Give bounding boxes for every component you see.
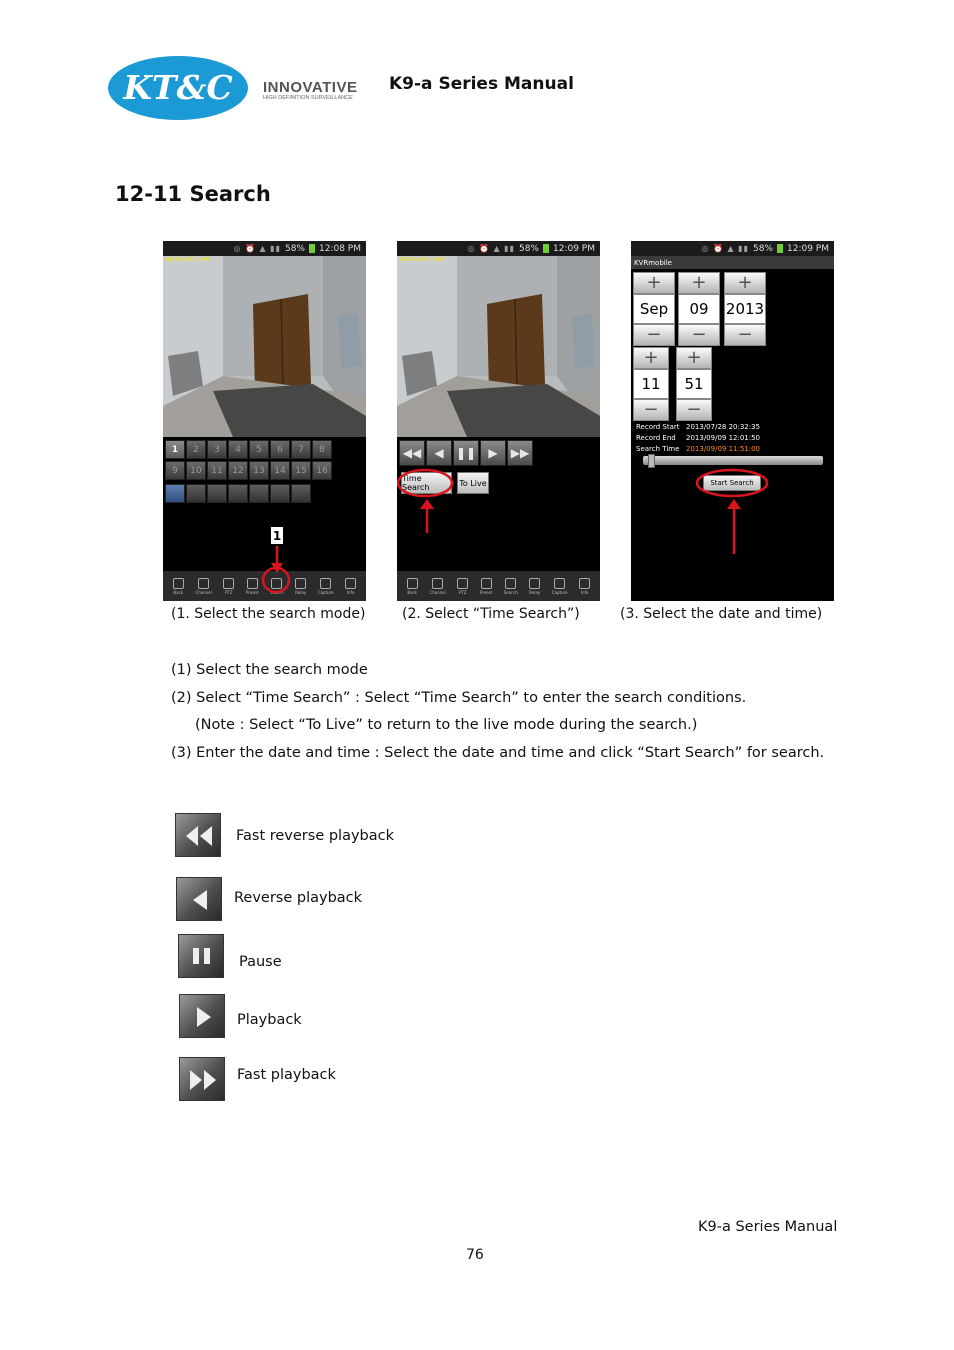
channel-button[interactable]: 7 (291, 440, 311, 459)
document-header-title: K9-a Series Manual (389, 74, 574, 94)
record-end-value: 2013/09/09 12:01:50 (686, 434, 761, 442)
info-icon (579, 578, 590, 589)
nav-item-label: Channel (429, 589, 446, 595)
channel-button[interactable]: 3 (207, 440, 227, 459)
bottom-navigation-bar (397, 571, 600, 601)
caption-step-2: (2. Select “Time Search”) (402, 606, 580, 622)
layout-button[interactable] (165, 484, 185, 503)
camera-view (163, 256, 366, 437)
channel-icon (432, 578, 443, 589)
channel-button[interactable]: 10 (186, 461, 206, 480)
nav-item-relay[interactable] (295, 578, 306, 595)
preset-icon (481, 578, 492, 589)
channel-button[interactable]: 15 (291, 461, 311, 480)
nav-item-label: Capture (551, 589, 568, 595)
camera-timestamp: 2013-09-09 12:04 (165, 257, 211, 263)
nav-item-label: Relay (529, 589, 541, 595)
back-icon (173, 578, 184, 589)
channel-button[interactable]: 11 (207, 461, 227, 480)
decrement-minute-button[interactable]: − (676, 399, 712, 421)
day-value[interactable]: 09 (678, 294, 720, 324)
channel-button[interactable]: 2 (186, 440, 206, 459)
battery-level: 58% (752, 243, 773, 254)
reverse-button[interactable]: ◀ (426, 440, 452, 466)
decrement-year-button[interactable]: − (724, 324, 766, 346)
increment-hour-button[interactable]: + (633, 347, 669, 369)
nav-item-ptz[interactable] (457, 578, 468, 595)
fast-forward-button[interactable]: ▶▶ (507, 440, 533, 466)
nav-item-label: PTZ (224, 589, 233, 595)
nav-item-relay[interactable] (529, 578, 540, 595)
search-time-label: Search Time (636, 445, 680, 453)
channel-button[interactable]: 16 (312, 461, 332, 480)
layout-button[interactable] (186, 484, 206, 503)
channel-icon (198, 578, 209, 589)
nav-item-label: Search (269, 589, 284, 595)
footer-title: K9-a Series Manual (698, 1219, 838, 1235)
reverse-icon (176, 877, 222, 921)
relay-icon (295, 578, 306, 589)
fast-reverse-button[interactable]: ◀◀ (399, 440, 425, 466)
hour-spinner (633, 347, 669, 421)
instruction-2: (2) Select “Time Search” : Select “Time Search” to enter the search conditions. (171, 690, 747, 706)
nav-item-label: Capture (317, 589, 334, 595)
channel-button[interactable]: 12 (228, 461, 248, 480)
minute-spinner (676, 347, 712, 421)
status-bar (397, 241, 600, 256)
battery-level: 58% (518, 243, 539, 254)
status-bar (631, 241, 834, 256)
nav-item-label: PTZ (458, 589, 467, 595)
nav-item-back[interactable] (173, 578, 184, 595)
layout-button[interactable] (228, 484, 248, 503)
nav-item-back[interactable] (407, 578, 418, 595)
nav-item-capture[interactable] (552, 578, 568, 595)
screenshot-select-search-mode (163, 241, 366, 601)
bottom-navigation-bar (163, 571, 366, 601)
status-icons: ◎ ⏰ ▲ ▮▮ (233, 244, 281, 253)
nav-item-capture[interactable] (318, 578, 334, 595)
instruction-note: (Note : Select “To Live” to return to the live mode during the search.) (195, 717, 698, 733)
svg-text:HIGH DEFINITION SURVEILLANCE: HIGH DEFINITION SURVEILLANCE (263, 95, 353, 101)
month-spinner (633, 272, 675, 346)
time-slider-track[interactable] (643, 456, 823, 465)
fast-reverse-icon (175, 813, 221, 857)
legend-label-fast-playback: Fast playback (237, 1067, 336, 1083)
clock: 12:08 PM (319, 243, 361, 254)
nav-item-search[interactable] (504, 578, 518, 595)
ptz-icon (457, 578, 468, 589)
legend-label-playback: Playback (237, 1012, 302, 1028)
nav-item-info[interactable] (579, 578, 590, 595)
pause-button[interactable]: ❚❚ (453, 440, 479, 466)
channel-button[interactable]: 8 (312, 440, 332, 459)
decrement-day-button[interactable]: − (678, 324, 720, 346)
channel-button[interactable]: 1 (165, 440, 185, 459)
channel-button[interactable]: 4 (228, 440, 248, 459)
legend-label-pause: Pause (239, 954, 282, 970)
nav-item-label: Back (407, 589, 418, 595)
nav-item-search[interactable] (270, 578, 284, 595)
step-marker: 1 (272, 528, 282, 543)
channel-button[interactable]: 6 (270, 440, 290, 459)
playback-controls (399, 440, 533, 466)
battery-icon (309, 244, 315, 253)
battery-level: 58% (284, 243, 305, 254)
camera-timestamp: 2013-09-09 12:04 (399, 257, 445, 263)
caption-step-1: (1. Select the search mode) (171, 606, 366, 622)
battery-icon (777, 244, 783, 253)
svg-text:INNOVATIVE: INNOVATIVE (263, 79, 358, 96)
nav-item-channel[interactable] (195, 578, 211, 595)
search-icon (505, 578, 516, 589)
caption-step-3: (3. Select the date and time) (620, 606, 823, 622)
minute-value[interactable]: 51 (676, 369, 712, 399)
nav-item-label: Search (503, 589, 518, 595)
pause-icon (178, 934, 224, 978)
nav-item-ptz[interactable] (223, 578, 234, 595)
nav-item-label: Preset (479, 589, 493, 595)
ptz-icon (223, 578, 234, 589)
app-title-bar: KVRmobile (631, 256, 834, 269)
capture-icon (320, 578, 331, 589)
nav-item-preset[interactable] (246, 578, 258, 595)
info-icon (345, 578, 356, 589)
increment-minute-button[interactable]: + (676, 347, 712, 369)
channel-button-grid (165, 440, 332, 480)
channel-button[interactable]: 13 (249, 461, 269, 480)
nav-item-label: Relay (295, 589, 307, 595)
increment-year-button[interactable]: + (724, 272, 766, 294)
status-bar (163, 241, 366, 256)
back-icon (407, 578, 418, 589)
section-title: 12-11 Search (115, 182, 271, 206)
channel-button[interactable]: 5 (249, 440, 269, 459)
nav-item-label: Info (580, 589, 589, 595)
year-value[interactable]: 2013 (724, 294, 766, 324)
year-spinner (724, 272, 766, 346)
status-icons: ◎ ⏰ ▲ ▮▮ (701, 244, 749, 253)
time-slider-thumb[interactable] (648, 454, 655, 468)
decrement-month-button[interactable]: − (633, 324, 675, 346)
channel-button[interactable]: 14 (270, 461, 290, 480)
nav-item-label: Preset (245, 589, 259, 595)
search-icon (271, 578, 282, 589)
record-end-label: Record End (636, 434, 676, 442)
hour-value[interactable]: 11 (633, 369, 669, 399)
screenshot-select-time-search (397, 241, 600, 601)
capture-icon (554, 578, 565, 589)
decrement-hour-button[interactable]: − (633, 399, 669, 421)
battery-icon (543, 244, 549, 253)
layout-button[interactable] (249, 484, 269, 503)
nav-item-label: Info (346, 589, 355, 595)
relay-icon (529, 578, 540, 589)
record-start-label: Record Start (636, 423, 680, 431)
status-icons: ◎ ⏰ ▲ ▮▮ (467, 244, 515, 253)
company-logo (106, 55, 368, 125)
nav-item-info[interactable] (345, 578, 356, 595)
svg-text:KT&C: KT&C (123, 68, 233, 107)
play-button[interactable]: ▶ (480, 440, 506, 466)
play-icon (179, 994, 225, 1038)
layout-toolbar (165, 484, 311, 503)
month-value[interactable]: Sep (633, 294, 675, 324)
camera-view (397, 256, 600, 437)
search-time-value: 2013/09/09 11:51:00 (686, 445, 761, 453)
day-spinner (678, 272, 720, 346)
to-live-button[interactable]: To Live (457, 472, 489, 494)
preset-icon (247, 578, 258, 589)
fast-forward-icon (179, 1057, 225, 1101)
record-start-value: 2013/07/28 20:32:35 (686, 423, 761, 431)
nav-item-label: Back (173, 589, 184, 595)
clock: 12:09 PM (787, 243, 829, 254)
legend-label-fast-reverse: Fast reverse playback (236, 828, 395, 844)
screenshot-select-date-time (631, 241, 834, 601)
start-search-button[interactable]: Start Search (703, 475, 761, 491)
record-info (636, 422, 760, 455)
clock: 12:09 PM (553, 243, 595, 254)
legend-label-reverse: Reverse playback (234, 890, 363, 906)
page-number: 76 (466, 1247, 484, 1263)
increment-month-button[interactable]: + (633, 272, 675, 294)
nav-item-preset[interactable] (480, 578, 492, 595)
nav-item-channel[interactable] (429, 578, 445, 595)
layout-button[interactable] (291, 484, 311, 503)
increment-day-button[interactable]: + (678, 272, 720, 294)
instruction-3: (3) Enter the date and time : Select the date and time and click “Start Search” for search. (171, 745, 825, 761)
channel-button[interactable]: 9 (165, 461, 185, 480)
layout-button[interactable] (207, 484, 227, 503)
time-search-button[interactable]: Time Search (401, 472, 452, 494)
nav-item-label: Channel (195, 589, 212, 595)
instruction-1: (1) Select the search mode (171, 662, 368, 678)
layout-button[interactable] (270, 484, 290, 503)
